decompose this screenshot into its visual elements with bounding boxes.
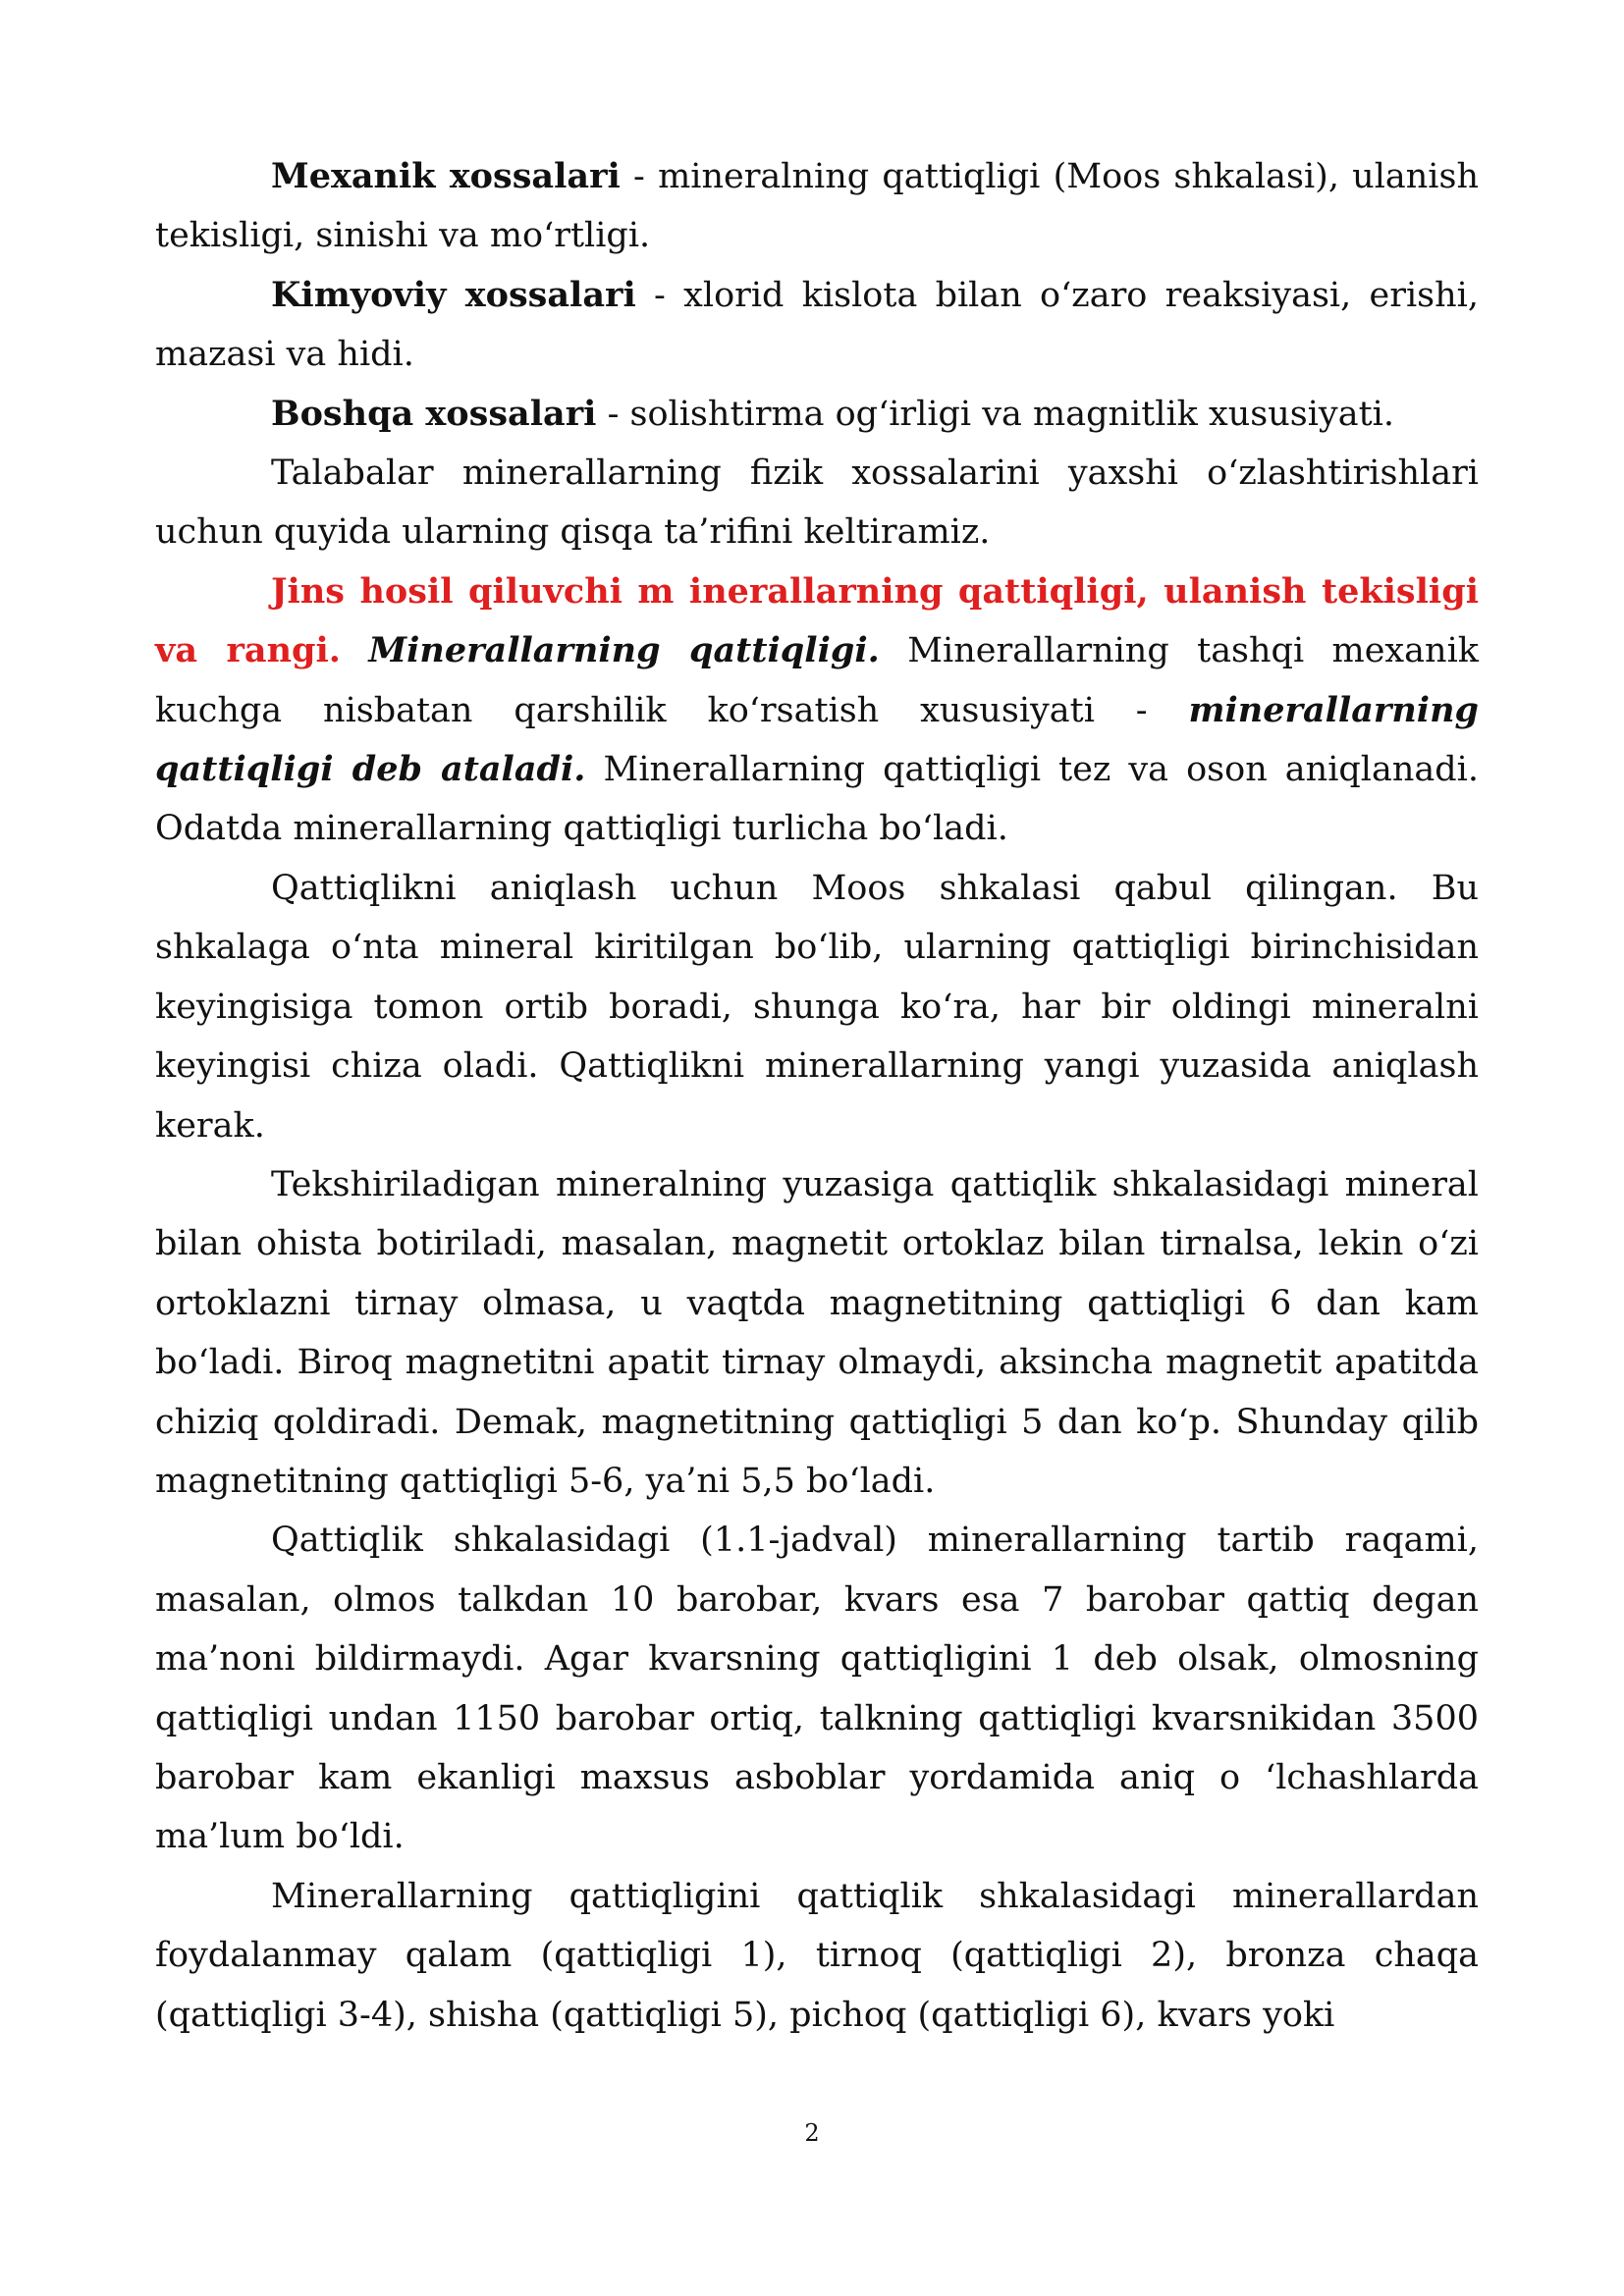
section-subheading: Minerallarning qattiqligi. xyxy=(368,630,880,671)
paragraph-testing: Tekshiriladigan mineralning yuzasiga qattiqlik shkalasidagi mineral bilan ohista botiriladi, masalan, magnetit ortoklaz bilan tirnalsa, lekin o‘zi ortoklazni tirnay olmasa, u vaqtda magnetitning qattiqligi 6 dan kam bo‘ladi. Biroq magnetitni apatit tirnay olmaydi, aksincha magnetit apatitda chiziq qoldiradi. Demak, magnetitning qattiqligi 5 dan ko‘p. Shunday qilib magnetitning qattiqligi 5-6, ya’ni 5,5 bo‘ladi. xyxy=(155,1164,1479,1501)
term-mechanical: Mexanik xossalari xyxy=(271,156,621,196)
paragraph-scale-order: Qattiqlik shkalasidagi (1.1-jadval) minerallarning tartib raqami, masalan, olmos talkdan 10 barobar, kvars esa 7 barobar qattiq degan ma’noni bildirmaydi. Agar kvarsning qattiqligini 1 deb olsak, olmosning qattiqligi undan 1150 barobar ortiq, talkning qattiqligi kvarsnikidan 3500 barobar kam ekanligi maxsus asboblar yordamida aniq o ‘lchashlarda ma’lum bo‘ldi. xyxy=(155,1521,1479,1857)
paragraph-without-scale: Minerallarning qattiqligini qattiqlik shkalasidagi minerallardan foydalanmay qalam (qattiqligi 1), tirnoq (qattiqligi 2), bronza chaqa (qattiqligi 3-4), shisha (qattiqligi 5), pichoq (qattiqligi 6), kvars yoki xyxy=(155,1876,1479,2035)
page-number: 2 xyxy=(804,2119,820,2147)
text-mechanical: - mineralning qattiqligi (Moos shkalasi), ulanish tekisligi, sinishi va mo‘rtligi. xyxy=(155,157,1479,256)
text-hardness-2: Minerallarning qattiqligi tez va oson aniqlanadi. Odatda minerallarning qattiqligi turlicha bo‘ladi. xyxy=(155,750,1479,849)
paragraph-hardness-intro xyxy=(155,562,1479,859)
section-heading: Jins hosil qiluvchi m inerallarning qattiqligi, ulanish tekisligi va rangi. xyxy=(155,570,1479,671)
paragraph-students: Talabalar minerallarning fizik xossalarini yaxshi o‘zlashtirishlari uchun quyida ularning qisqa ta’rifini keltiramiz. xyxy=(155,454,1479,553)
text-hardness-1: Minerallarning tashqi mexanik kuchga nisbatan qarshilik ko‘rsatish xususiyati - xyxy=(155,631,1479,730)
paragraph-mechanical-properties xyxy=(155,147,1479,266)
paragraph-chemical-properties xyxy=(155,266,1479,385)
term-chemical: Kimyoviy xossalari xyxy=(271,274,636,315)
text-chemical: - xlorid kislota bilan o‘zaro reaksiyasi, erishi, mazasi va hidi. xyxy=(155,275,1479,375)
term-other: Boshqa xossalari xyxy=(271,393,597,434)
paragraph-moos-scale: Qattiqlikni aniqlash uchun Moos shkalasi qabul qilingan. Bu shkalaga o‘nta mineral kiritilgan bo‘lib, ularning qattiqligi birinchisidan keyingisiga tomon ortib boradi, shunga ko‘ra, har bir oldingi mineralni keyingisi chiza oladi. Qattiqlikni minerallarning yangi yuzasida aniqlash kerak. xyxy=(155,868,1479,1146)
paragraph-other-properties xyxy=(155,385,1479,444)
text-other: - solishtirma og‘irligi va magnitlik xususiyati. xyxy=(596,394,1394,434)
document-body xyxy=(155,147,1479,2045)
definition-hardness: minerallarning qattiqligi deb ataladi. xyxy=(155,689,1479,790)
